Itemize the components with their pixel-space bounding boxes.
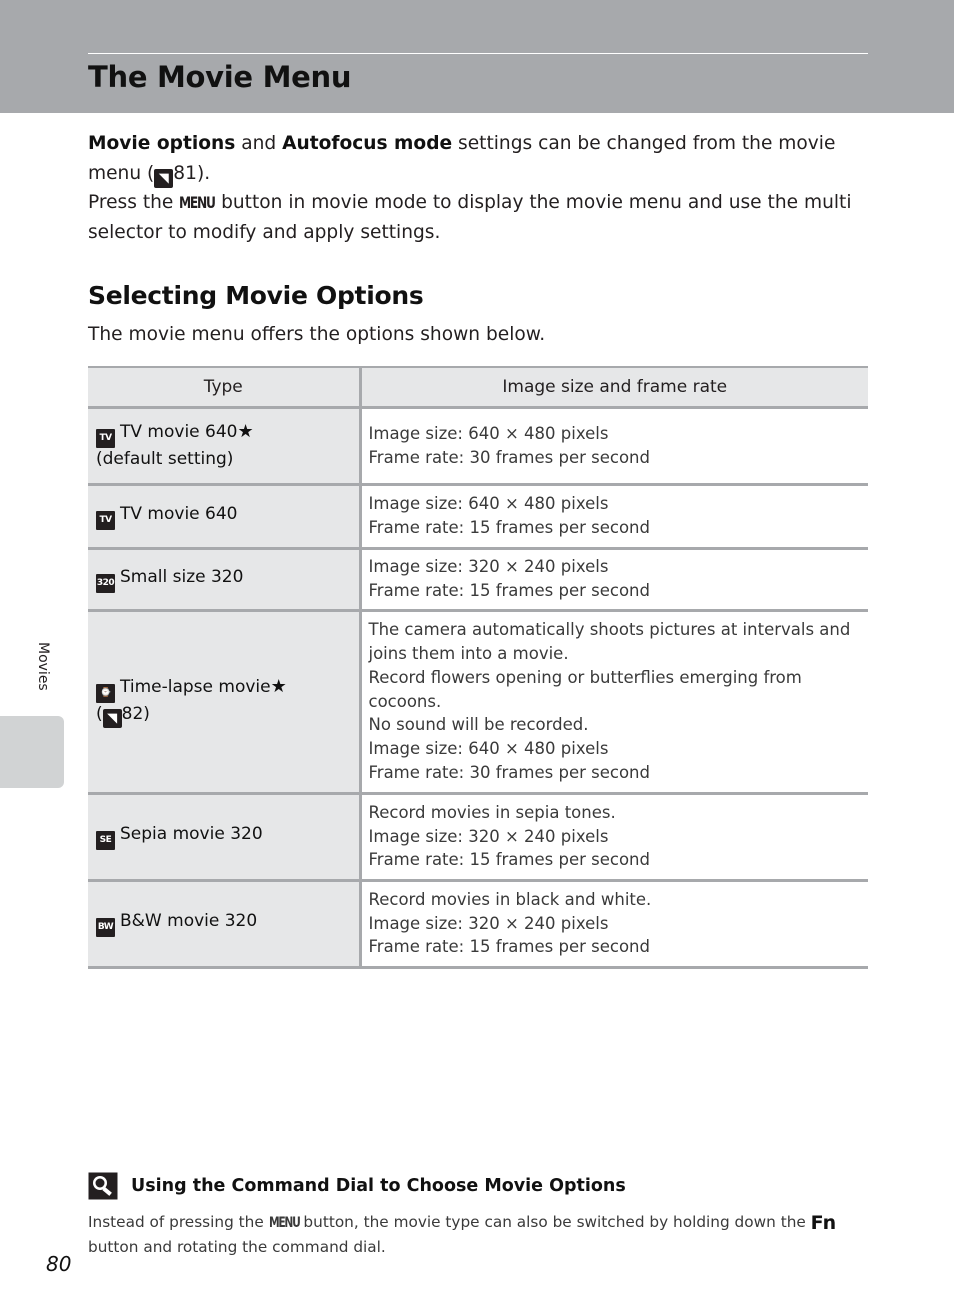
- description-cell: [360, 484, 868, 548]
- side-tab-label: Movies: [35, 642, 51, 691]
- description-line: Frame rate: 30 frames per second: [368, 447, 650, 467]
- note-text-part: Instead of pressing the: [88, 1213, 269, 1231]
- table-row: [88, 793, 868, 880]
- header-rule: [88, 53, 868, 54]
- intro-text: ).: [196, 162, 211, 184]
- table-row: [88, 548, 868, 610]
- type-cell: [88, 548, 360, 610]
- intro-text: settings can be changed from the movie menu (: [88, 133, 836, 184]
- description-cell: [360, 407, 868, 484]
- header-band: [0, 0, 954, 113]
- description-line: Frame rate: 30 frames per second: [368, 762, 650, 782]
- type-cell: [88, 407, 360, 484]
- tv-movie-icon: TV: [96, 511, 115, 530]
- default-star-icon: ★: [237, 420, 254, 442]
- autofocus-mode-term: Autofocus mode: [282, 133, 453, 154]
- type-cell: [88, 793, 360, 880]
- reference-paren: (: [96, 704, 103, 724]
- description-line: Image size: 640 × 480 pixels: [368, 739, 609, 759]
- star-icon: ★: [270, 676, 287, 697]
- menu-button-icon: MENU: [268, 1215, 300, 1231]
- description-cell: [360, 880, 868, 967]
- type-cell: [88, 880, 360, 967]
- option-name: Time-lapse movie: [120, 677, 271, 697]
- description-line: Image size: 320 × 240 pixels: [368, 826, 609, 846]
- note-text-part: button and rotating the command dial.: [88, 1238, 386, 1256]
- description-line: Frame rate: 15 frames per second: [368, 518, 650, 537]
- note-text-part: button, the movie type can also be switched by holding down the: [298, 1213, 811, 1231]
- description-line: Record flowers opening or butterflies emerging from cocoons.: [368, 667, 802, 711]
- page-title: The Movie Menu: [88, 60, 352, 94]
- tv-movie-icon: TV: [96, 429, 115, 448]
- table-header-row: [88, 367, 868, 407]
- description-cell: [360, 610, 868, 793]
- page-number: 80: [46, 1252, 72, 1276]
- page-reference-icon: ◥: [154, 169, 173, 188]
- page-reference-icon: ◥: [103, 709, 122, 728]
- type-cell: [88, 610, 360, 793]
- description-line: The camera automatically shoots pictures at intervals and joins them into a movie.: [368, 620, 851, 663]
- description-line: Image size: 320 × 240 pixels: [368, 557, 609, 577]
- intro-line-1: [88, 129, 868, 188]
- type-column-header: Type: [88, 367, 360, 407]
- description-line: Image size: 640 × 480 pixels: [368, 494, 609, 514]
- option-name: TV movie 640: [120, 503, 238, 524]
- intro-paragraph: [88, 129, 868, 247]
- section-intro: The movie menu offers the options shown below.: [88, 324, 546, 345]
- size-rate-column-header: Image size and frame rate: [360, 367, 868, 407]
- intro-text: Press the: [88, 192, 180, 213]
- description-line: Frame rate: 15 frames per second: [368, 850, 650, 870]
- description-line: Record movies in sepia tones.: [368, 802, 616, 822]
- description-line: Image size: 640 × 480 pixels: [368, 423, 609, 443]
- page-reference-number: 81: [173, 162, 197, 184]
- intro-text: and: [235, 133, 283, 154]
- note-title: Using the Command Dial to Choose Movie Options: [131, 1176, 626, 1196]
- description-cell: [360, 793, 868, 880]
- time-lapse-icon: ⌚: [96, 684, 115, 703]
- description-line: Image size: 320 × 240 pixels: [368, 913, 609, 933]
- movie-options-table: [88, 366, 868, 969]
- option-name: Sepia movie 320: [120, 824, 263, 844]
- page-reference-number: 82: [121, 704, 144, 724]
- bw-icon: BW: [96, 918, 115, 937]
- menu-button-icon: MENU: [179, 193, 215, 212]
- option-name: TV movie 640: [120, 421, 238, 442]
- small-size-icon: 320: [96, 574, 115, 593]
- note-text: [88, 1210, 868, 1259]
- option-name: B&W movie 320: [120, 911, 258, 931]
- sepia-icon: SE: [96, 831, 115, 850]
- table-row: [88, 484, 868, 548]
- table-row: [88, 407, 868, 484]
- description-line: Frame rate: 15 frames per second: [368, 581, 650, 600]
- table-row: [88, 610, 868, 793]
- intro-text: button in movie mode to display the movie menu and use the multi selector to modify and apply settings.: [88, 192, 852, 243]
- note-magnifier-icon: [88, 1172, 118, 1200]
- description-line: Frame rate: 15 frames per second: [368, 937, 650, 957]
- type-cell: [88, 484, 360, 548]
- fn-button-icon: Fn: [810, 1212, 836, 1234]
- movie-options-term: Movie options: [88, 133, 236, 154]
- table-row: [88, 880, 868, 967]
- description-cell: [360, 548, 868, 610]
- description-line: No sound will be recorded.: [368, 715, 589, 735]
- reference-paren: ): [143, 704, 150, 724]
- intro-line-2: [88, 188, 868, 247]
- default-setting-note: (default setting): [96, 448, 234, 469]
- description-line: Record movies in black and white.: [368, 889, 652, 909]
- side-tab: [0, 716, 64, 788]
- option-name: Small size 320: [120, 566, 244, 587]
- section-title: Selecting Movie Options: [88, 281, 424, 310]
